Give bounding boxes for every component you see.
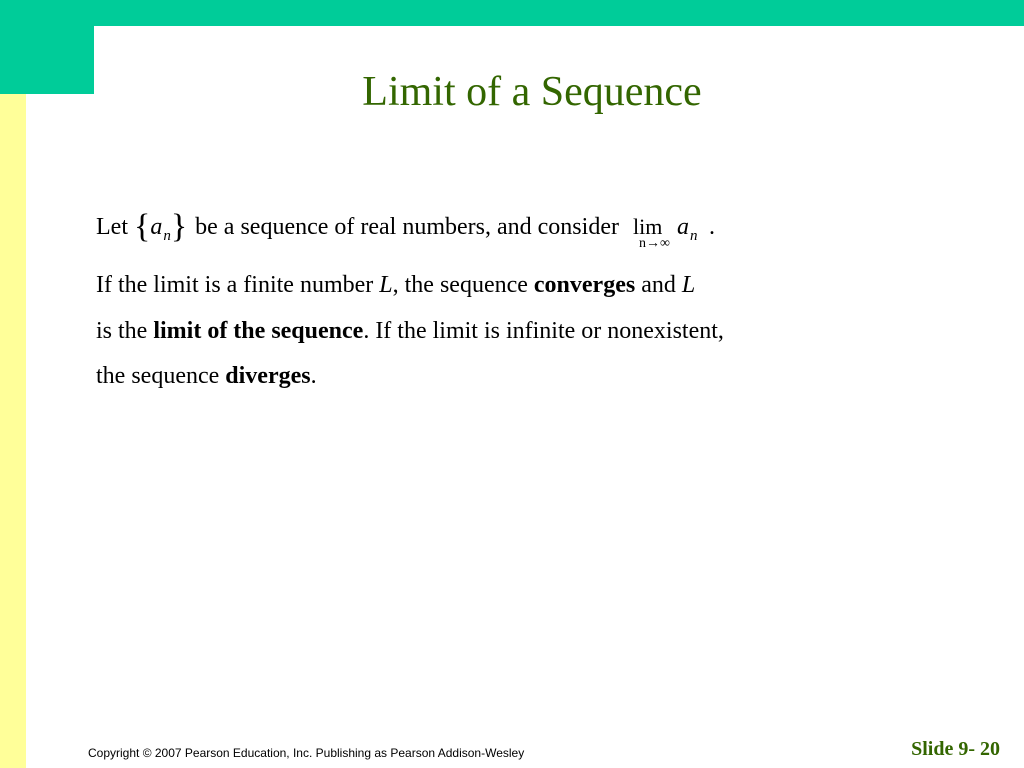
term-sequence: sequence — [271, 318, 364, 344]
corner-accent-block — [0, 0, 94, 94]
line4-part1: the sequence — [96, 363, 226, 389]
symbol-L-1: L — [379, 272, 393, 298]
line1-period: . — [708, 214, 715, 240]
lim-subscript: n→∞ — [638, 236, 670, 251]
lim-var-subscript: n — [689, 228, 698, 244]
line4-part2: . — [310, 363, 317, 389]
line2-part3: and — [635, 272, 682, 298]
definition-line-2 — [96, 270, 695, 300]
open-brace: { — [133, 208, 151, 245]
let-text: Let — [96, 214, 128, 240]
copyright-footer: Copyright © 2007 Pearson Education, Inc. Publishing as Pearson Addison-Wesley — [88, 746, 525, 760]
limit-expression — [633, 212, 719, 252]
close-brace: } — [170, 208, 188, 245]
line2-part1: If the limit is a finite number — [96, 272, 380, 298]
definition-line-4 — [96, 361, 317, 391]
slide-number: Slide 9- 20 — [911, 738, 1000, 760]
definition-line-1 — [96, 208, 719, 252]
sequence-subscript: n — [163, 228, 171, 244]
definition-line-3 — [96, 316, 724, 346]
side-accent-bar — [0, 94, 26, 768]
lim-variable — [677, 212, 698, 245]
term-limit-of-the: limit of the — [153, 318, 266, 344]
term-diverges: diverges — [225, 363, 311, 389]
top-accent-bar — [0, 0, 1024, 26]
symbol-L-2: L — [681, 272, 696, 298]
line1-middle-text: be a sequence of real numbers, and consider — [195, 214, 619, 240]
slide-title: Limit of a Sequence — [362, 69, 702, 115]
line3-part2: . If the limit is infinite or nonexistent, — [363, 318, 724, 344]
sequence-notation — [133, 208, 188, 245]
sequence-variable: a — [150, 214, 163, 240]
lim-operator: lim — [632, 214, 663, 239]
line3-part1: is the — [96, 318, 154, 344]
line2-part2: , the sequence — [392, 272, 534, 298]
term-converges: converges — [533, 272, 636, 298]
lim-var-letter: a — [676, 214, 689, 240]
